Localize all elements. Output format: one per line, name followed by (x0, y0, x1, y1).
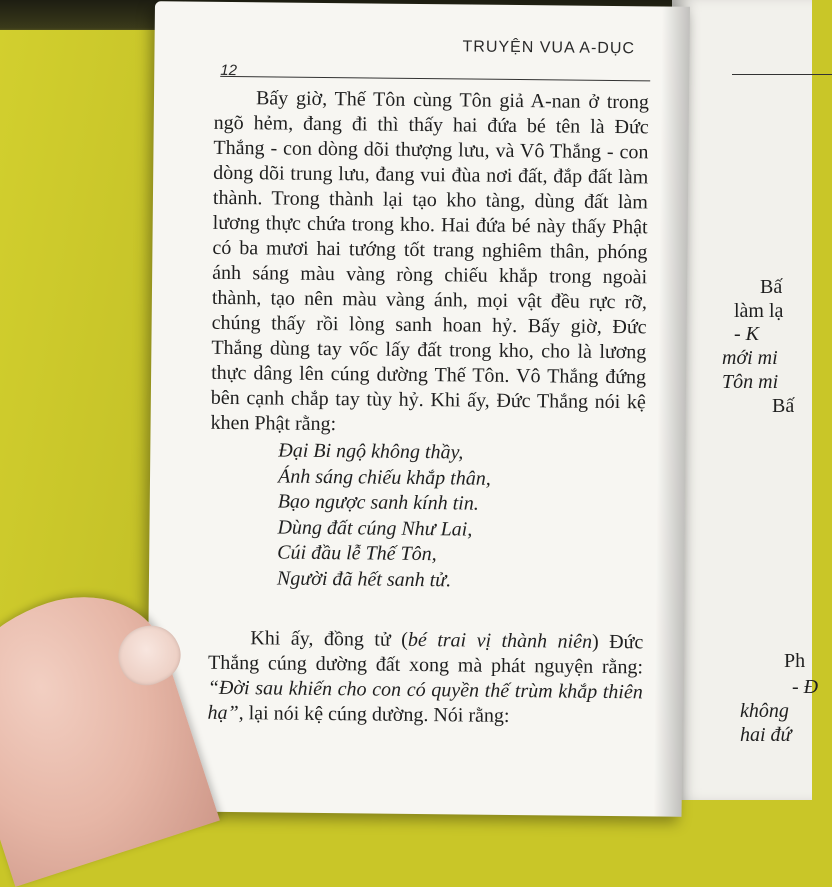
right-page-line: làm lạ (734, 300, 784, 322)
right-page-line: Ph (784, 650, 806, 672)
verse (277, 439, 491, 594)
verse-line: Bạo ngược sanh kính tin. (277, 490, 479, 515)
right-page-line: Bấ (760, 276, 783, 298)
page-number: 12 (220, 61, 238, 80)
right-page-line: không (740, 700, 789, 722)
left-page (147, 1, 690, 817)
running-head: TRUYỆN VUA A-DỤC (462, 38, 636, 58)
right-page-line: - K (734, 323, 759, 345)
paragraph-2-text: , lại nói kệ cúng dường. Nói rằng: (238, 702, 510, 727)
verse-line: Người đã hết sanh tử. (276, 567, 452, 591)
right-page-header-rule (732, 74, 832, 75)
paragraph-2-text: ) Đức Thắng cúng dường đất xong mà phát nguyện rằng: (207, 630, 644, 679)
right-page-line: Bấ (772, 395, 795, 417)
right-page-line: - Đ (792, 676, 819, 698)
paragraph-2 (207, 626, 643, 731)
verse-line: Dùng đất cúng Như Lai, (277, 516, 473, 541)
right-page-line: mới mi (722, 347, 778, 369)
paragraph-2-text: Khi ấy, đồng tử ( (250, 627, 409, 651)
right-page (672, 0, 819, 800)
paragraph-2-gloss: bé trai vị thành niên (407, 628, 593, 653)
header-rule (220, 76, 650, 82)
paragraph-1: Bấy giờ, Thế Tôn cùng Tôn giả A-nan ở trong ngõ hẻm, đang đi thì thấy hai đứa bé tên là Đức Thắng - con dòng dõi thượng lưu, và Vô Thắng - con dòng dõi trung lưu, đang vui đùa nơi đất, đắp đất làm thành. Trong thành lại tạo kho tàng, dùng đất làm lương thực chứa trong kho. Hai đứa bé này thấy Phật có ba mươi hai tướng tốt trang nghiêm thân, phóng ánh sáng màu vàng ròng chiếu khắp trong ngoài thành, tạo nên màu vàng ánh, mọi vật đều rực rỡ, chúng thấy rồi lòng sanh hoan hỷ. Bấy giờ, Đức Thắng dùng tay vốc lấy đất trong kho, cho là lương thực dâng lên cúng dường Thế Tôn. Vô Thắng đứng bên cạnh chắp tay tùy hỷ. Khi ấy, Đức Thắng nói kệ khen Phật rằng: (210, 87, 650, 436)
right-page-line: Tôn mi (722, 371, 779, 393)
right-page-line: hai đứ (740, 724, 792, 746)
verse-line: Ánh sáng chiếu khắp thân, (277, 465, 491, 490)
verse-line: Đại Bi ngộ không thầy, (278, 439, 464, 464)
paragraph-2-quote: “Đời sau khiến cho con có quyền thế trùm khắp thiên hạ” (207, 676, 643, 725)
verse-line: Cúi đầu lễ Thế Tôn, (277, 541, 437, 566)
